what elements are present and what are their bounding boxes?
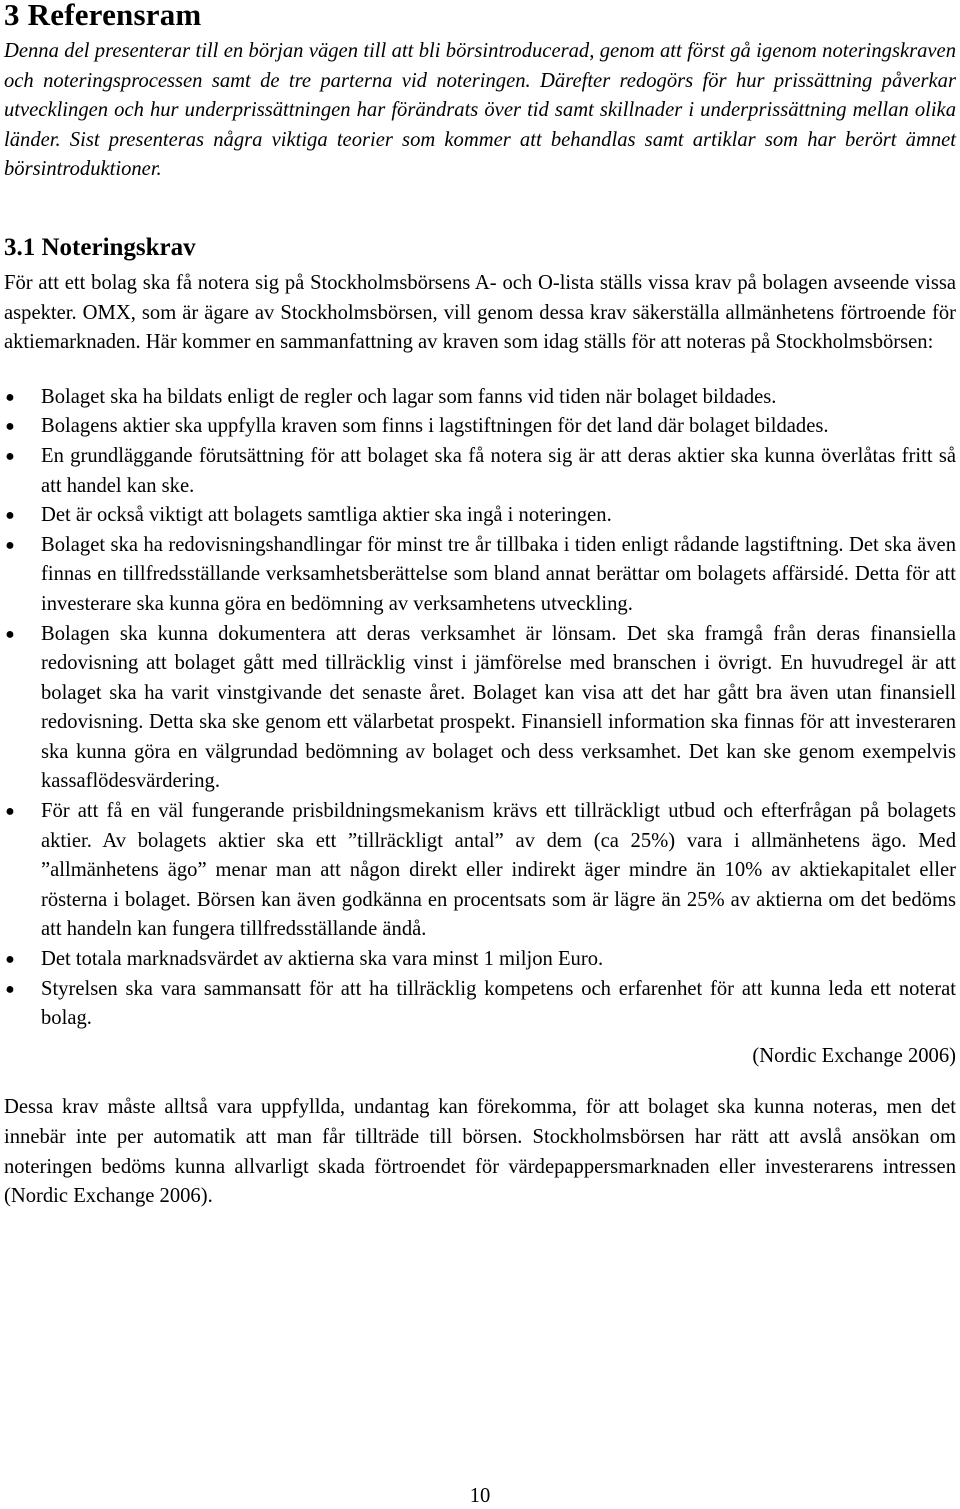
section-paragraph: För att ett bolag ska få notera sig på Stockholmsbörsens A- och O-lista ställs vissa krav på bolagen avseende vissa aspekter. OMX, som är ägare av Stockholmsbörsen, vill genom dessa krav säkerställa allmänhetens förtroende för aktiemarknaden. Här kommer en sammanfattning av kraven som idag ställs för att noteras på Stockholmsbörsen:	[4, 271, 956, 354]
requirements-list	[4, 383, 956, 1034]
list-item	[4, 620, 956, 798]
list-item	[4, 797, 956, 945]
bullet-icon: ●	[5, 418, 15, 436]
list-item	[4, 945, 956, 975]
bullet-icon: ●	[5, 536, 15, 554]
list-item-text: Bolagens aktier ska uppfylla kraven som finns i lagstiftningen för det land där bolaget bildades.	[41, 415, 829, 438]
bullet-icon: ●	[5, 447, 15, 465]
page-number: 10	[469, 1485, 491, 1507]
bullet-icon: ●	[5, 625, 15, 643]
list-item	[4, 531, 956, 620]
list-item	[4, 442, 956, 501]
list-item-text: En grundläggande förutsättning för att bolaget ska få notera sig är att deras aktier ska kunna överlåtas fritt så att handel kan ske.	[41, 444, 956, 497]
list-item	[4, 975, 956, 1034]
document-page	[4, 0, 956, 1212]
chapter-heading: 3 Referensram	[4, 0, 202, 32]
list-item-text: Bolagen ska kunna dokumentera att deras verksamhet är lönsam. Det ska framgå från deras finansiella redovisning att bolaget gått med tillräcklig vinst i jämförelse med branschen i övrigt. En huvudregel är att bolaget ska ha varit vinstgivande det senaste året. Bolaget kan visa att det har gått bra även utan finansiell redovisning. Detta ska ske genom ett välarbetat prospekt. Finansiell information ska finnas för att investeraren ska kunna göra en välgrundad bedömning av bolaget och dess verksamhet. Det kan ske genom exempelvis kassaflödesvärdering.	[41, 622, 956, 793]
closing-paragraph: Dessa krav måste alltså vara uppfyllda, undantag kan förekomma, för att bolaget ska kunna noteras, men det innebär inte per automatik att man får tillträde till börsen. Stockholmsbörsen har rätt att avslå ansökan om noteringen bedöms kunna allvarligt skada förtroendet för värdepappersmarknaden eller investerarens intressen (Nordic Exchange 2006).	[4, 1096, 956, 1208]
bullet-icon: ●	[5, 803, 15, 821]
list-item-text: För att få en väl fungerande prisbildningsmekanism krävs ett tillräckligt utbud och efterfrågan på bolagets aktier. Av bolagets aktier ska ett ”tillräckligt antal” av dem (ca 25%) vara i allmänhetens ägo. Med ”allmänhetens ägo” menar man att någon direkt eller indirekt äger mindre än 10% av aktiekapitalet eller rösterna i bolaget. Börsen kan även godkänna en procentsats som är lägre än 25% av aktierna om det bedöms att handeln kan fungera tillfredsställande ändå.	[41, 800, 956, 941]
bullet-icon: ●	[5, 507, 15, 525]
list-item	[4, 501, 956, 531]
list-item	[4, 412, 956, 442]
list-item-text: Styrelsen ska vara sammansatt för att ha tillräcklig kompetens och erfarenhet för att kunna leda ett noterat bolag.	[41, 977, 956, 1030]
section-heading: 3.1 Noteringskrav	[4, 233, 196, 261]
list-item-text: Det är också viktigt att bolagets samtliga aktier ska ingå i noteringen.	[41, 504, 612, 527]
source-citation: (Nordic Exchange 2006)	[752, 1044, 956, 1067]
chapter-intro: Denna del presenterar till en början vägen till att bli börsintroducerad, genom att först gå igenom noteringskraven och noteringsprocessen samt de tre parterna vid noteringen. Därefter redogörs för hur prissättning påverkar utvecklingen och hur underprissättningen har förändrats över tid samt skillnader i underprissättning mellan olika länder. Sist presenteras några viktiga teorier som kommer att behandlas samt artiklar som har berört ämnet börsintroduktioner.	[4, 40, 956, 181]
list-item-text: Bolaget ska ha redovisningshandlingar för minst tre år tillbaka i tiden enligt rådande lagstiftning. Det ska även finnas en tillfredsställande verksamhetsberättelse som bland annat berättar om bolagets affärsidé. Detta för att investerare ska kunna göra en bedömning av verksamhetens utveckling.	[41, 533, 956, 615]
bullet-icon: ●	[5, 951, 15, 969]
list-item	[4, 383, 956, 413]
list-item-text: Bolaget ska ha bildats enligt de regler och lagar som fanns vid tiden när bolaget bildades.	[41, 385, 777, 408]
list-item-text: Det totala marknadsvärdet av aktierna ska vara minst 1 miljon Euro.	[41, 948, 604, 971]
bullet-icon: ●	[5, 980, 15, 998]
bullet-icon: ●	[5, 388, 15, 406]
